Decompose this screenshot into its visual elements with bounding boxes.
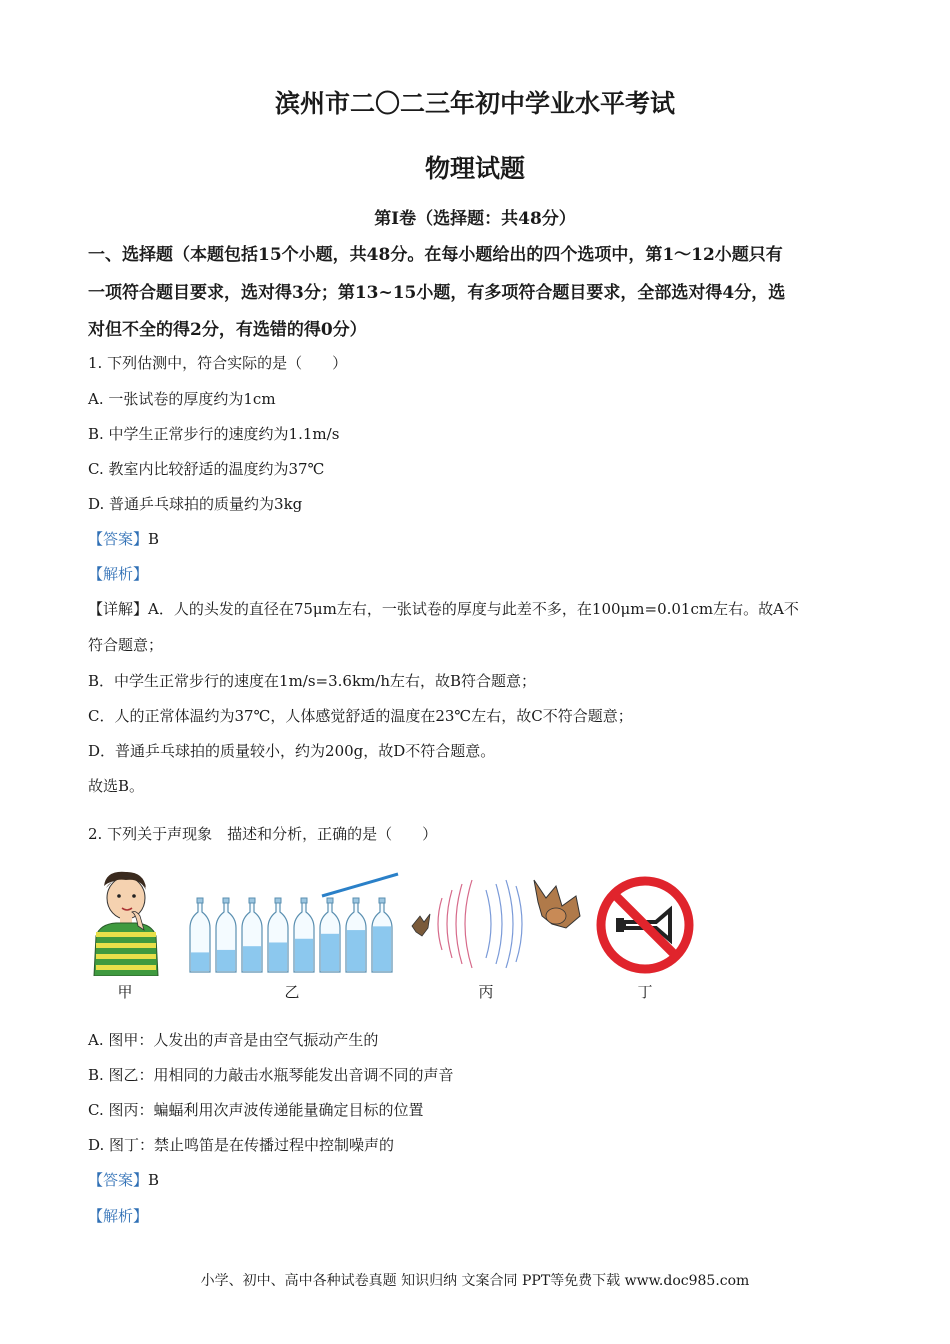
q1-detail-4: C．人的正常体温约为37℃，人体感觉舒适的温度在23℃左右，故C不符合题意；	[88, 707, 633, 725]
q1-detail-5: D．普通乒乓球拍的质量较小，约为200g，故D不符合题意。	[88, 742, 496, 760]
caption-ding: 丁	[637, 983, 653, 1001]
page-footer: 小学、初中、高中各种试卷真题 知识归纳 文案合同 PPT等免费下载 www.doc985.com	[200, 1273, 750, 1289]
section-instruction-line-3: 对但不全的得2分，有选错的得0分）	[88, 320, 367, 340]
bottle-neck	[353, 898, 359, 903]
section-instruction-line-1: 一、选择题（本题包括15个小题，共48分。在每小题给出的四个选项中，第1～12小题只有	[88, 245, 783, 265]
bottle-group	[190, 898, 392, 972]
q1-option-b: B. 中学生正常步行的速度约为1.1m/s	[88, 425, 340, 443]
q2-answer	[88, 1169, 159, 1190]
caption-yi: 乙	[284, 983, 300, 1001]
bottle-neck	[275, 898, 281, 903]
q2-option-c: C. 图丙：蝙蝠利用次声波传递能量确定目标的位置	[88, 1101, 424, 1119]
q1-stem: 1. 下列估测中，符合实际的是（ ）	[88, 354, 348, 372]
exam-title: 滨州市二〇二三年初中学业水平考试	[274, 89, 675, 118]
q1-option-a: A. 一张试卷的厚度约为1cm	[88, 390, 276, 408]
q2-stem: 2. 下列关于声现象 描述和分析，正确的是（ ）	[88, 825, 438, 843]
q2-option-a: A. 图甲：人发出的声音是由空气振动产生的	[88, 1031, 379, 1049]
bottle-water	[269, 942, 287, 971]
water-bottles-illustration	[186, 870, 400, 976]
subject-title: 物理试题	[424, 154, 525, 183]
bat-ultrasound-illustration	[406, 876, 590, 972]
bottle-water	[373, 926, 391, 971]
bottle-water	[243, 946, 261, 971]
bottle-water	[217, 950, 235, 971]
no-horn-sign-icon	[594, 874, 696, 976]
answer-value: B	[148, 1171, 160, 1189]
q2-option-b: B. 图乙：用相同的力敲击水瓶琴能发出音调不同的声音	[88, 1066, 454, 1084]
bottle-neck	[197, 898, 203, 903]
bottle-neck	[327, 898, 333, 903]
caption-jia: 甲	[117, 983, 133, 1001]
q1-option-c: C. 教室内比较舒适的温度约为37℃	[88, 460, 325, 478]
q2-analysis-tag: 【解析】	[88, 1207, 149, 1225]
bottle-neck	[223, 898, 229, 903]
q1-option-d: D. 普通乒乓球拍的质量约为3kg	[88, 495, 303, 513]
q1-detail-6: 故选B。	[88, 777, 145, 795]
answer-tag: 【答案】	[88, 1171, 149, 1189]
q1-answer	[88, 528, 159, 549]
answer-value: B	[148, 530, 160, 548]
bottle-neck	[379, 898, 385, 903]
bottle-neck	[249, 898, 255, 903]
q1-detail-2: 符合题意；	[88, 636, 164, 654]
q2-option-d: D. 图丁：禁止鸣笛是在传播过程中控制噪声的	[88, 1136, 395, 1154]
bottle-neck	[301, 898, 307, 903]
part-heading: 第I卷（选择题：共48分）	[374, 209, 576, 229]
boy-humming-illustration	[86, 868, 166, 976]
section-instruction-line-2: 一项符合题目要求，选对得3分；第13~15小题，有多项符合题目要求，全部选对得4分，选	[88, 283, 786, 303]
bottle-water	[191, 952, 209, 971]
answer-tag: 【答案】	[88, 530, 149, 548]
bottle-water	[321, 934, 339, 971]
bottle-water	[347, 930, 365, 971]
q1-detail-1: 【详解】A．人的头发的直径在75μm左右，一张试卷的厚度与此差不多，在100μm=0.01cm左右。故A不	[88, 600, 799, 618]
q1-analysis-tag: 【解析】	[88, 565, 149, 583]
q1-detail-3: B．中学生正常步行的速度在1m/s=3.6km/h左右，故B符合题意；	[88, 672, 537, 690]
bottle-water	[295, 939, 313, 971]
caption-bing: 丙	[478, 983, 494, 1001]
